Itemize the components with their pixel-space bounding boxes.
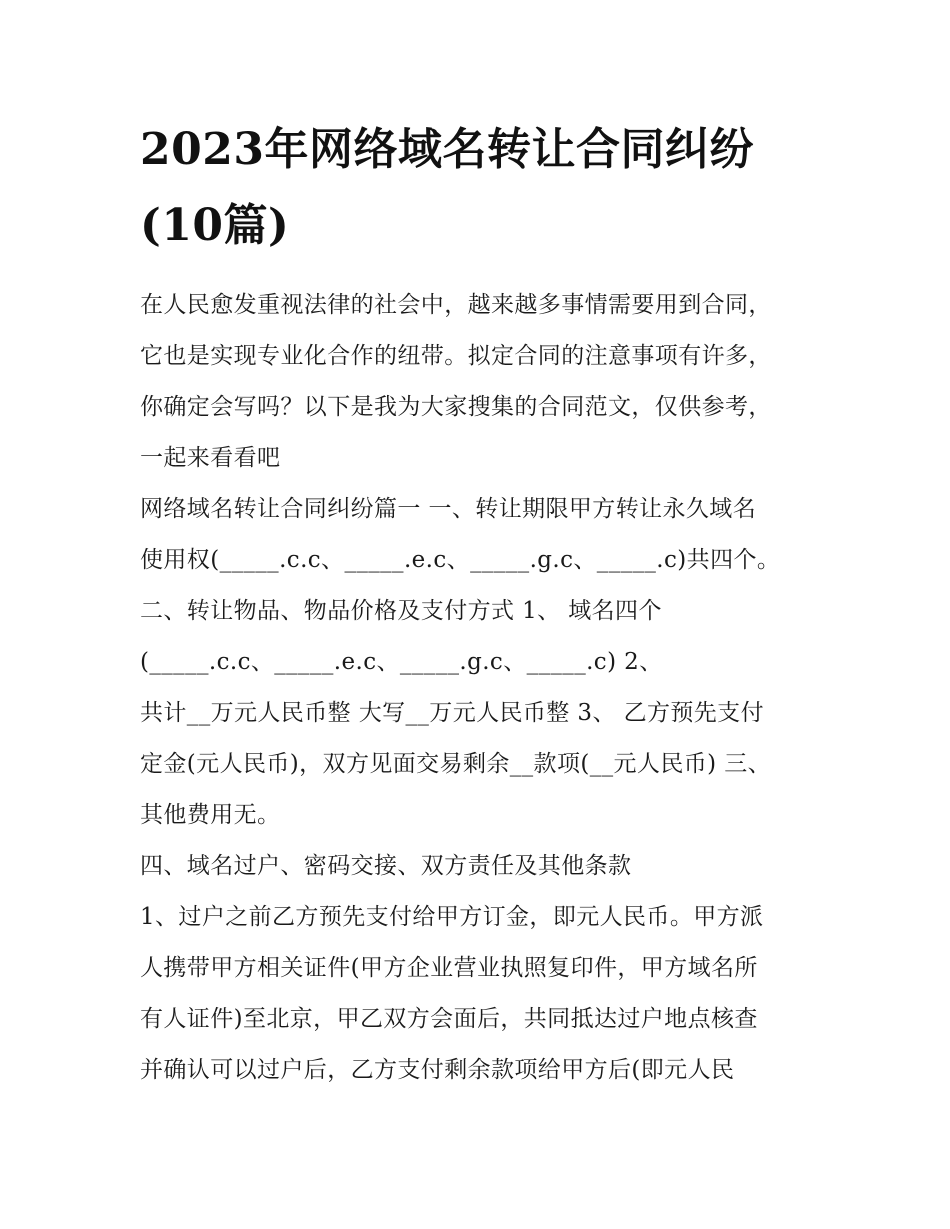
body-line: 一起来看看吧 bbox=[140, 445, 281, 471]
title-line-2: (10篇) bbox=[140, 200, 290, 251]
document-title bbox=[140, 112, 810, 264]
body-line: 人携带甲方相关证件(甲方企业营业执照复印件，甲方域名所 bbox=[140, 955, 758, 981]
body-line: 使用权(_____.c.c、_____.e.c、_____.g.c、_____.c)共四个。 bbox=[140, 547, 781, 573]
body-line: 网络域名转让合同纠纷篇一 一、转让期限甲方转让永久域名 bbox=[140, 496, 757, 522]
body-line: 你确定会写吗？以下是我为大家搜集的合同范文，仅供参考， bbox=[140, 394, 772, 420]
document-page bbox=[140, 112, 810, 1096]
body-line: 并确认可以过户后，乙方支付剩余款项给甲方后(即元人民 bbox=[140, 1057, 735, 1083]
body-line: 有人证件)至北京，甲乙双方会面后，共同抵达过户地点核查 bbox=[140, 1006, 758, 1032]
body-line: 其他费用无。 bbox=[140, 802, 281, 828]
body-line: 四、域名过户、密码交接、双方责任及其他条款 bbox=[140, 853, 632, 879]
document-body bbox=[140, 280, 810, 1096]
body-line: 它也是实现专业化合作的纽带。拟定合同的注意事项有许多， bbox=[140, 343, 772, 369]
body-line: 在人民愈发重视法律的社会中，越来越多事情需要用到合同， bbox=[140, 292, 772, 318]
body-line: 定金(元人民币)，双方见面交易剩余__款项(__元人民币) 三、 bbox=[140, 751, 772, 777]
body-line: 二、转让物品、物品价格及支付方式 1、 域名四个 bbox=[140, 598, 662, 624]
body-line: 1、过户之前乙方预先支付给甲方订金，即元人民币。甲方派 bbox=[140, 904, 764, 930]
title-line-1: 2023年网络域名转让合同纠纷 bbox=[140, 124, 754, 175]
body-line: 共计__万元人民币整 大写__万元人民币整 3、 乙方预先支付 bbox=[140, 700, 764, 726]
body-line: (_____.c.c、_____.e.c、_____.g.c、_____.c) 2、 bbox=[140, 649, 663, 675]
